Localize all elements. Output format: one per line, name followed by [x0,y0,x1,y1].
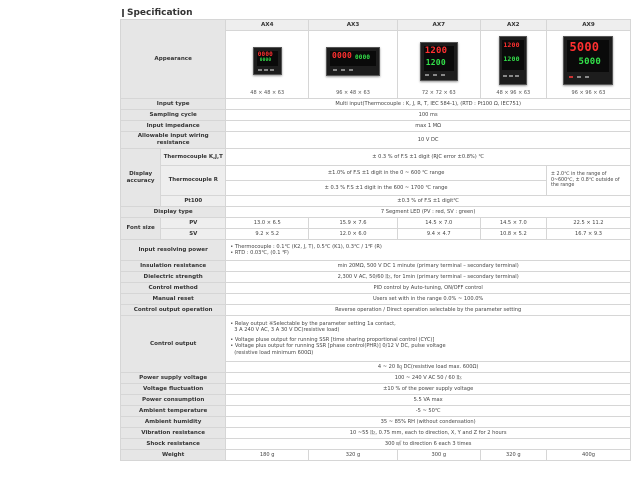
insulation-value: min 20MΩ, 500 V DC 1 minute (primary terminal – secondary terminal) [226,261,631,272]
resolving-value [226,240,631,261]
ax7-image [398,33,480,88]
tc-r-value-2: ± 0.3 % F.S ±1 digit in the 600 ~ 1700 ℃ range [226,181,547,196]
model-ax9: AX9 [546,20,630,31]
row-weight [121,450,631,461]
section-title [122,8,193,18]
ax9-sv-display: 5000 [578,57,601,67]
spec-table [120,19,631,461]
input-type-value: Multi input(Thermocouple : K, J, R, T, IEC 584-1), (RTD : Pt100 Ω, IEC751) [226,99,631,110]
tc-kjt-label: Thermocouple K,J,T [161,149,226,166]
insulation-label: Insulation resistance [121,261,226,272]
ambient-humidity-value: 35 ~ 85% RH (without condensation) [226,417,631,428]
row-font-sv [121,229,631,240]
ax9-image [547,33,630,88]
ax3-cell [309,31,398,99]
ax2-sv-display: 1200 [503,55,520,63]
font-sv-ax4: 9.2 × 5.2 [226,229,309,240]
ax4-device [253,47,282,75]
ax3-size: 96 × 48 × 63 [336,90,370,96]
ax7-cell [397,31,480,99]
row-font-pv [121,218,631,229]
ax2-cell [480,31,546,99]
row-manual-reset [121,294,631,305]
ax2-image [481,33,546,88]
font-sv-ax2: 10.8 × 5.2 [480,229,546,240]
manual-reset-label: Manual reset [121,294,226,305]
wiring-label: Allowable input wiring resistance [121,132,226,149]
tc-kjt-value: ± 0.3 % of F.S ±1 digit (RJC error ±0.8%) ℃ [226,149,631,166]
model-ax4: AX4 [226,20,309,31]
current-output-value: 4 ~ 20 ㏃ DC(resistive load max. 600Ω) [226,362,631,373]
supply-voltage-value: 100 ~ 240 V AC 50 / 60 ㎐ [226,373,631,384]
row-power-consumption [121,395,631,406]
display-type-label: Display type [121,207,226,218]
control-operation-value: Reverse operation / Direct operation selectable by the parameter setting [226,305,631,316]
font-pv-ax2: 14.5 × 7.0 [480,218,546,229]
row-ambient-temp [121,406,631,417]
row-impedance [121,121,631,132]
vibration-value: 10 ~55 ㎐, 0.75 mm, each to direction, X, Y and Z for 2 hours [226,428,631,439]
row-wiring [121,132,631,149]
weight-ax7: 300 g [397,450,480,461]
supply-voltage-label: Power supply voltage [121,373,226,384]
pt100-value: ±0.3 % of F.S ±1 digit℃ [226,196,631,207]
ax4-sv-display: 0000 [259,58,272,63]
ax4-pv-display: 0000 [257,51,273,58]
ax3-image [309,33,397,88]
appearance-label: Appearance [121,20,226,99]
font-size-label: Font size [121,218,161,240]
shock-value: 300 ㎨ to direction 6 each 3 times [226,439,631,450]
voltage-fluctuation-value: ±10 % of the power supply voltage [226,384,631,395]
relay-line-1: • Relay output ※Selectable by the parameter setting 1a contact, [230,321,396,328]
row-shock [121,439,631,450]
row-insulation [121,261,631,272]
row-resolving [121,240,631,261]
row-voltage-fluctuation [121,384,631,395]
font-sv-ax3: 12.0 × 6.0 [309,229,398,240]
ax9-cell [546,31,630,99]
sampling-value: 100 ms [226,110,631,121]
ax9-device [563,36,613,85]
font-pv-ax7: 14.5 × 7.0 [397,218,480,229]
impedance-label: Input impedance [121,121,226,132]
resolving-line-2: • RTD : 0.03℃, (0.1 ℉) [230,250,289,256]
tc-r-note: ± 2.0℃ in the range of 0~600℃, ± 0.8℃ outside of the range [546,166,630,196]
manual-reset-value: Users set with in the range 0.0% ~ 100.0% [226,294,631,305]
tc-r-label: Thermocouple R [161,166,226,196]
ax7-device [420,42,458,81]
weight-ax9: 400g [546,450,630,461]
ax2-size: 48 × 96 × 63 [496,90,531,96]
wiring-value: 10 V DC [226,132,631,149]
row-vibration [121,428,631,439]
row-control-operation [121,305,631,316]
pt100-label: Pt100 [161,196,226,207]
ambient-temp-value: -5 ~ 50℃ [226,406,631,417]
ax3-sv-display: 0000 [354,54,371,61]
title-marker [122,9,124,17]
weight-ax2: 320 g [480,450,546,461]
row-accuracy-tc-kjt [121,149,631,166]
dielectric-value: 2,300 V AC, 50/60 ㎐, for 1min (primary terminal – secondary terminal) [226,272,631,283]
accuracy-label: Display accuracy [121,149,161,207]
font-pv-ax9: 22.5 × 11.2 [546,218,630,229]
voltage-line-1: • Voltage pluse output for running SSR [time sharing proportional control (CYC)] [230,336,435,343]
ambient-temp-label: Ambient temperature [121,406,226,417]
section-title-text: Specification [127,8,193,18]
resolving-line-1: • Thermocouple : 0.1℃ (K2, J, T), 0.5℃ (K1), 0.3℃ / 1℉ (R) [230,243,382,250]
voltage-fluctuation-label: Voltage fluctuation [121,384,226,395]
ax2-device [499,36,527,85]
row-ambient-humidity [121,417,631,428]
ax4-cell [226,31,309,99]
model-ax7: AX7 [397,20,480,31]
model-header-row [121,20,631,31]
display-type-value: 7 Segment LED (PV : red, SV : green) [226,207,631,218]
ax7-size: 72 × 72 × 63 [421,90,456,96]
model-ax2: AX2 [480,20,546,31]
font-pv-label: PV [161,218,226,229]
vibration-label: Vibration resistance [121,428,226,439]
relay-line-2: 3 A 240 V AC, 3 A 30 V DC(resistive load) [234,327,340,334]
row-accuracy-pt100 [121,196,631,207]
weight-label: Weight [121,450,226,461]
ax9-size: 96 × 96 × 63 [571,90,606,96]
ax4-image [226,33,308,88]
row-control-method [121,283,631,294]
font-sv-ax9: 16.7 × 9.3 [546,229,630,240]
dielectric-label: Dielectric strength [121,272,226,283]
font-sv-label: SV [161,229,226,240]
power-consumption-value: 5.5 VA max [226,395,631,406]
sampling-label: Sampling cycle [121,110,226,121]
weight-ax4: 180 g [226,450,309,461]
control-method-label: Control method [121,283,226,294]
ax4-size: 48 × 48 × 63 [250,90,285,96]
ambient-humidity-label: Ambient humidity [121,417,226,428]
row-supply-voltage [121,373,631,384]
weight-ax3: 320 g [309,450,398,461]
font-sv-ax7: 9.4 × 4.7 [397,229,480,240]
tc-r-value-1: ±1.0% of F.S ±1 digit in the 0 ~ 600 ℃ range [226,166,547,181]
row-sampling [121,110,631,121]
shock-label: Shock resistance [121,439,226,450]
control-method-value: PID control by Auto-tuning, ON/OFF control [226,283,631,294]
input-type-label: Input type [121,99,226,110]
row-control-output [121,316,631,362]
row-dielectric [121,272,631,283]
font-pv-ax4: 13.0 × 6.5 [226,218,309,229]
row-input-type [121,99,631,110]
resolving-label: Input resolving power [121,240,226,261]
row-display-type [121,207,631,218]
voltage-line-2: • Voltage plus output for running SSR [phase control(PHR)] 0/12 V DC, pulse voltage [230,343,446,350]
ax2-pv-display: 1200 [503,41,520,49]
ax3-device [326,47,380,76]
ax7-sv-display: 1200 [425,58,446,67]
power-consumption-label: Power consumption [121,395,226,406]
row-accuracy-tc-r-1 [121,166,631,181]
font-pv-ax3: 15.9 × 7.6 [309,218,398,229]
model-ax3: AX3 [309,20,398,31]
voltage-line-3: (resistive load minimum 600Ω) [234,349,314,356]
control-operation-label: Control output operation [121,305,226,316]
ax7-pv-display: 1200 [424,46,448,56]
control-output-value [226,316,631,362]
ax3-pv-display: 0000 [331,51,353,60]
impedance-value: max 1 MΩ [226,121,631,132]
control-output-label: Control output [121,316,226,373]
ax9-pv-display: 5000 [569,40,600,54]
